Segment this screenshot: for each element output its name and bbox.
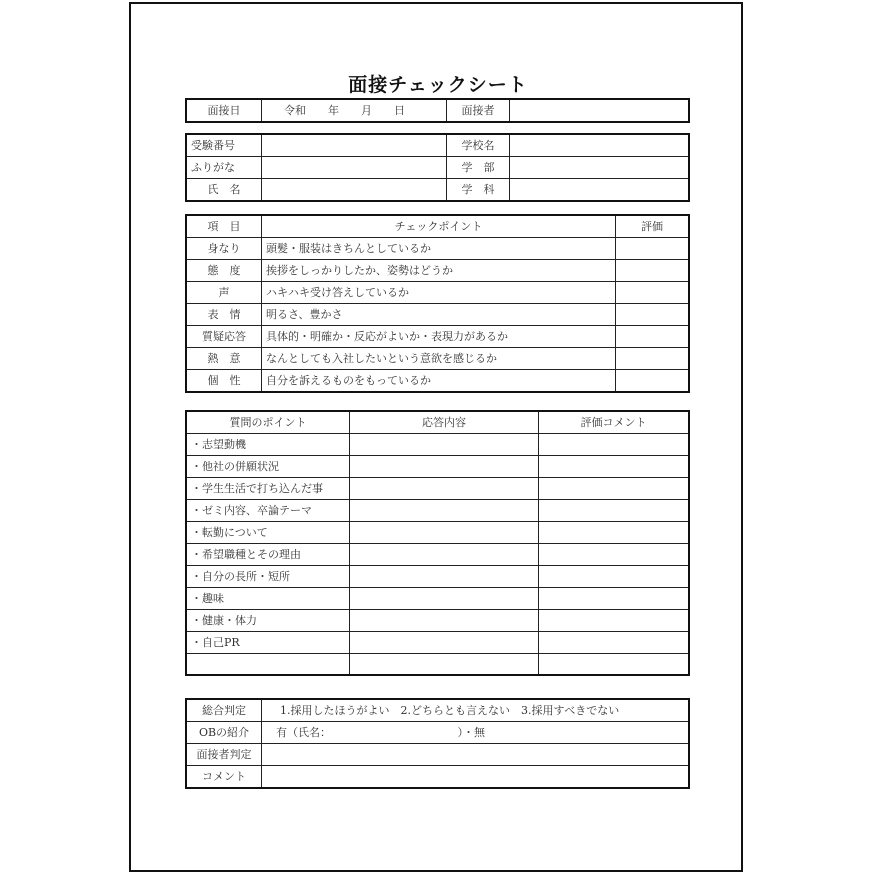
applicant-label: 氏 名: [187, 179, 262, 201]
answer-cell[interactable]: [350, 632, 539, 654]
comment-cell[interactable]: [539, 588, 689, 610]
score-cell[interactable]: [616, 304, 689, 326]
interview-date-field[interactable]: 令和 年 月 日: [262, 100, 447, 122]
table-row: [187, 304, 689, 326]
department-label: 学 科: [447, 179, 510, 201]
answer-cell[interactable]: [350, 522, 539, 544]
comment-header: 評価コメント: [539, 412, 689, 434]
overall-judgement-options[interactable]: 1.採用したほうがよい 2.どちらとも言えない 3.採用すべきでない: [262, 700, 689, 722]
interview-info-table: [186, 99, 689, 122]
applicant-label: ふりがな: [187, 157, 262, 179]
interviewer-label: 面接者: [447, 100, 510, 122]
comment-cell[interactable]: [539, 522, 689, 544]
table-row: [187, 544, 689, 566]
department-field[interactable]: [510, 179, 689, 201]
table-header-row: [187, 412, 689, 434]
comment-cell[interactable]: [539, 500, 689, 522]
table-row: [187, 478, 689, 500]
check-item: 身なり: [187, 238, 262, 260]
faculty-label: 学 部: [447, 157, 510, 179]
table-row: [187, 566, 689, 588]
answer-cell[interactable]: [350, 544, 539, 566]
interviewer-judgement-label: 面接者判定: [187, 744, 262, 766]
table-row: [187, 260, 689, 282]
table-row: [187, 700, 689, 722]
comment-cell[interactable]: [539, 456, 689, 478]
comment-cell[interactable]: [539, 610, 689, 632]
table-row: [187, 522, 689, 544]
table-row: [187, 766, 689, 788]
answer-cell[interactable]: [350, 610, 539, 632]
check-table: [186, 215, 689, 392]
table-row: [187, 179, 689, 201]
score-header: 評価: [616, 216, 689, 238]
check-item: 熱 意: [187, 348, 262, 370]
question-point: ・転勤について: [187, 522, 350, 544]
check-item: 態 度: [187, 260, 262, 282]
interviewer-field[interactable]: [510, 100, 689, 122]
table-row: [187, 238, 689, 260]
faculty-field[interactable]: [510, 157, 689, 179]
question-point: ・自分の長所・短所: [187, 566, 350, 588]
check-point: 頭髪・服装はきちんとしているか: [262, 238, 616, 260]
ob-referral-field[interactable]: 有（氏名： ）・無: [262, 722, 689, 744]
score-cell[interactable]: [616, 282, 689, 304]
table-row: [187, 157, 689, 179]
checkpoint-header: チェックポイント: [262, 216, 616, 238]
applicant-field[interactable]: [262, 135, 447, 157]
interview-date-label: 面接日: [187, 100, 262, 122]
comment-cell[interactable]: [539, 478, 689, 500]
check-item: 個 性: [187, 370, 262, 392]
check-point: 具体的・明確か・反応がよいか・表現力があるか: [262, 326, 616, 348]
table-row: [187, 348, 689, 370]
answer-cell[interactable]: [350, 456, 539, 478]
applicant-field[interactable]: [262, 179, 447, 201]
question-point: ・ゼミ内容、卒論テーマ: [187, 500, 350, 522]
school-label: 学校名: [447, 135, 510, 157]
page-title: 面接チェックシート: [348, 74, 528, 96]
table-row: [187, 632, 689, 654]
table-row: [187, 588, 689, 610]
check-item: 声: [187, 282, 262, 304]
score-cell[interactable]: [616, 348, 689, 370]
answer-cell[interactable]: [350, 434, 539, 456]
check-point: ハキハキ受け答えしているか: [262, 282, 616, 304]
question-point: [187, 654, 350, 675]
question-point: ・自己PR: [187, 632, 350, 654]
table-row: [187, 744, 689, 766]
score-cell[interactable]: [616, 260, 689, 282]
question-table: [186, 411, 689, 675]
table-row: [187, 370, 689, 392]
comment-cell[interactable]: [539, 434, 689, 456]
table-row: [187, 500, 689, 522]
comment-cell[interactable]: [539, 566, 689, 588]
comment-cell[interactable]: [539, 544, 689, 566]
table-row: [187, 654, 689, 675]
item-header: 項 目: [187, 216, 262, 238]
school-field[interactable]: [510, 135, 689, 157]
question-point: ・学生生活で打ち込んだ事: [187, 478, 350, 500]
score-cell[interactable]: [616, 326, 689, 348]
question-point: ・趣味: [187, 588, 350, 610]
applicant-table: [186, 134, 689, 201]
comment-field[interactable]: [262, 766, 689, 788]
comment-cell[interactable]: [539, 654, 689, 675]
table-row: [187, 722, 689, 744]
answer-cell[interactable]: [350, 478, 539, 500]
check-item: 表 情: [187, 304, 262, 326]
overall-judgement-label: 総合判定: [187, 700, 262, 722]
answer-cell[interactable]: [350, 566, 539, 588]
table-header-row: [187, 216, 689, 238]
check-point: 挨拶をしっかりしたか、姿勢はどうか: [262, 260, 616, 282]
score-cell[interactable]: [616, 238, 689, 260]
applicant-field[interactable]: [262, 157, 447, 179]
answer-header: 応答内容: [350, 412, 539, 434]
question-point: ・他社の併願状況: [187, 456, 350, 478]
ob-referral-label: OBの紹介: [187, 722, 262, 744]
check-item: 質疑応答: [187, 326, 262, 348]
check-point: 自分を訴えるものをもっているか: [262, 370, 616, 392]
summary-table: [186, 699, 689, 788]
comment-label: コメント: [187, 766, 262, 788]
check-point: 明るさ、豊かさ: [262, 304, 616, 326]
question-point: ・健康・体力: [187, 610, 350, 632]
question-point: ・志望動機: [187, 434, 350, 456]
comment-cell[interactable]: [539, 632, 689, 654]
answer-cell[interactable]: [350, 654, 539, 675]
table-row: [187, 135, 689, 157]
answer-cell[interactable]: [350, 500, 539, 522]
score-cell[interactable]: [616, 370, 689, 392]
applicant-label: 受験番号: [187, 135, 262, 157]
interviewer-judgement-field[interactable]: [262, 744, 689, 766]
table-row: [187, 456, 689, 478]
answer-cell[interactable]: [350, 588, 539, 610]
check-point: なんとしても入社したいという意欲を感じるか: [262, 348, 616, 370]
table-row: [187, 434, 689, 456]
table-row: [187, 282, 689, 304]
table-row: [187, 610, 689, 632]
question-point-header: 質問のポイント: [187, 412, 350, 434]
table-row: [187, 326, 689, 348]
question-point: ・希望職種とその理由: [187, 544, 350, 566]
